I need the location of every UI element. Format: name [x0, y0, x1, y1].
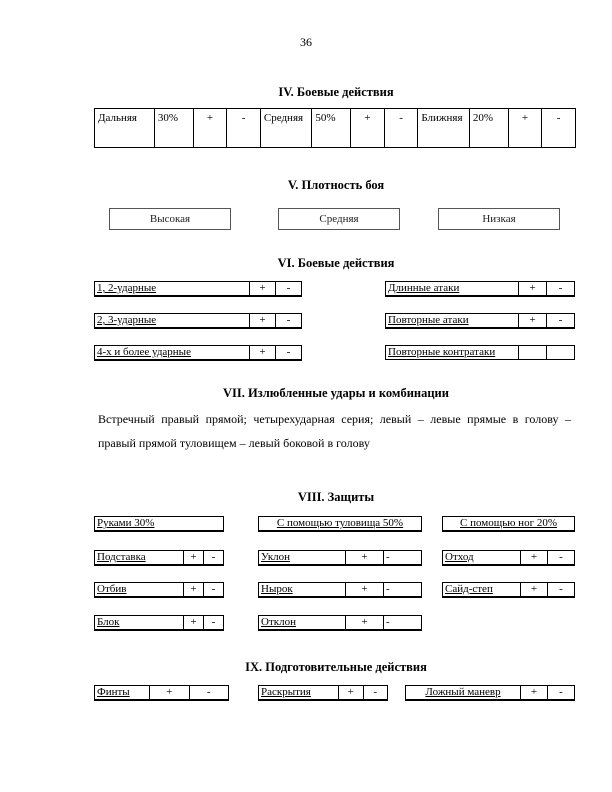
defense-legs-box — [442, 516, 575, 532]
prep-feints-label: Финты — [95, 686, 150, 701]
attack-row-repeat — [385, 313, 575, 329]
prep-feints-plus: + — [150, 686, 190, 701]
defense-uklon-minus: - — [384, 551, 422, 566]
long-attacks-label: Длинные атаки — [386, 282, 519, 297]
page-number: 36 — [300, 35, 312, 49]
attack-1-2-label: 1, 2-ударные — [95, 282, 250, 297]
defense-uklon-plus: + — [346, 551, 384, 566]
prep-false-maneuver-row — [405, 685, 575, 701]
section-6-title: VI. Боевые действия — [277, 256, 395, 270]
distance-mid-minus: - — [384, 109, 418, 148]
defense-sidestep-plus: + — [521, 583, 548, 598]
distance-close-plus: + — [508, 109, 542, 148]
distance-close-label: Ближняя — [418, 109, 469, 148]
defense-otkhod-label: Отход — [443, 551, 521, 566]
defense-guard-row — [94, 615, 224, 631]
defense-hands-box — [94, 516, 224, 532]
attack-2-3-label: 2, 3-ударные — [95, 314, 250, 329]
distance-long-pct: 30% — [154, 109, 193, 148]
repeat-attacks-plus: + — [519, 314, 547, 329]
attack-2-3-plus: + — [250, 314, 276, 329]
defense-sidestep-label: Сайд-степ — [443, 583, 521, 598]
attack-4plus-label: 4-х и более ударные — [95, 346, 250, 361]
defense-sidestep-row — [442, 582, 575, 598]
defense-otkhod-plus: + — [521, 551, 548, 566]
prep-openings-row — [258, 685, 388, 701]
density-high-box: Высокая — [109, 208, 231, 230]
density-medium-box: Средняя — [278, 208, 400, 230]
attack-1-2-plus: + — [250, 282, 276, 297]
distance-long-minus: - — [227, 109, 261, 148]
defense-retreat-row — [442, 550, 575, 566]
section-4-title: IV. Боевые действия — [278, 85, 394, 99]
prep-false-maneuver-plus: + — [521, 686, 548, 701]
defense-parry-row — [94, 582, 224, 598]
attack-row-2 — [94, 313, 302, 329]
section-8-title: VIII. Защиты — [297, 490, 375, 504]
defense-slip-row — [258, 550, 422, 566]
defense-nyrok-plus: + — [346, 583, 384, 598]
prep-feints-row — [94, 685, 229, 701]
defense-torso-box — [258, 516, 422, 532]
distance-close-minus: - — [542, 109, 576, 148]
defense-otklon-plus: + — [346, 616, 384, 631]
defense-blok-label: Блок — [95, 616, 184, 631]
defense-otbiv-minus: - — [204, 583, 224, 598]
long-attacks-plus: + — [519, 282, 547, 297]
repeat-counterattacks-plus — [519, 346, 547, 360]
defense-duck-row — [258, 582, 422, 598]
distance-long-label: Дальняя — [95, 109, 155, 148]
defense-otbiv-label: Отбив — [95, 583, 184, 598]
attack-row-long — [385, 281, 575, 297]
prep-openings-minus: - — [363, 686, 388, 701]
defense-otklon-label: Отклон — [259, 616, 346, 631]
attack-row-counter — [385, 345, 575, 360]
defense-hands-label: Руками 30% — [95, 517, 224, 532]
attack-row-3 — [94, 345, 302, 361]
distance-mid-pct: 50% — [312, 109, 351, 148]
repeat-attacks-minus: - — [547, 314, 575, 329]
defense-nyrok-label: Нырок — [259, 583, 346, 598]
defense-torso-label: С помощью туловища 50% — [259, 517, 422, 532]
distance-mid-plus: + — [351, 109, 385, 148]
distance-long-plus: + — [193, 109, 227, 148]
favorite-combinations-text: Встречный правый прямой; четырехударная серия; левый – левые прямые в голову – правый прямой туловищем – левый боковой в голову — [98, 412, 571, 450]
prep-openings-label: Раскрытия — [259, 686, 339, 701]
attack-1-2-minus: - — [276, 282, 302, 297]
defense-blok-minus: - — [204, 616, 224, 631]
attack-2-3-minus: - — [276, 314, 302, 329]
defense-otkhod-minus: - — [548, 551, 575, 566]
repeat-counterattacks-label: Повторные контратаки — [386, 346, 519, 360]
defense-uklon-label: Уклон — [259, 551, 346, 566]
defense-podstavka-minus: - — [204, 551, 224, 566]
section-5-title: V. Плотность боя — [287, 178, 385, 192]
attack-4plus-plus: + — [250, 346, 276, 361]
prep-false-maneuver-label: Ложный маневр — [406, 686, 521, 701]
defense-nyrok-minus: - — [384, 583, 422, 598]
repeat-attacks-label: Повторные атаки — [386, 314, 519, 329]
defense-legs-label: С помощью ног 20% — [443, 517, 575, 532]
defense-sidestep-minus: - — [548, 583, 575, 598]
section-7-title: VII. Излюбленные удары и комбинации — [223, 386, 449, 400]
defense-otbiv-plus: + — [184, 583, 204, 598]
repeat-counterattacks-minus — [547, 346, 575, 360]
prep-false-maneuver-minus: - — [548, 686, 575, 701]
distance-close-pct: 20% — [469, 109, 508, 148]
defense-lean-row — [258, 615, 422, 631]
defense-podstavka-label: Подставка — [95, 551, 184, 566]
distance-mid-label: Средняя — [260, 109, 311, 148]
defense-otklon-minus: - — [384, 616, 422, 631]
section-9-title: IX. Подготовительные действия — [245, 660, 427, 674]
density-low-box: Низкая — [438, 208, 560, 230]
prep-feints-minus: - — [189, 686, 229, 701]
defense-podstavka-plus: + — [184, 551, 204, 566]
prep-openings-plus: + — [339, 686, 364, 701]
long-attacks-minus: - — [547, 282, 575, 297]
attack-row-1 — [94, 281, 302, 297]
defense-block-row — [94, 550, 224, 566]
combat-distance-table — [94, 108, 576, 148]
defense-blok-plus: + — [184, 616, 204, 631]
attack-4plus-minus: - — [276, 346, 302, 361]
